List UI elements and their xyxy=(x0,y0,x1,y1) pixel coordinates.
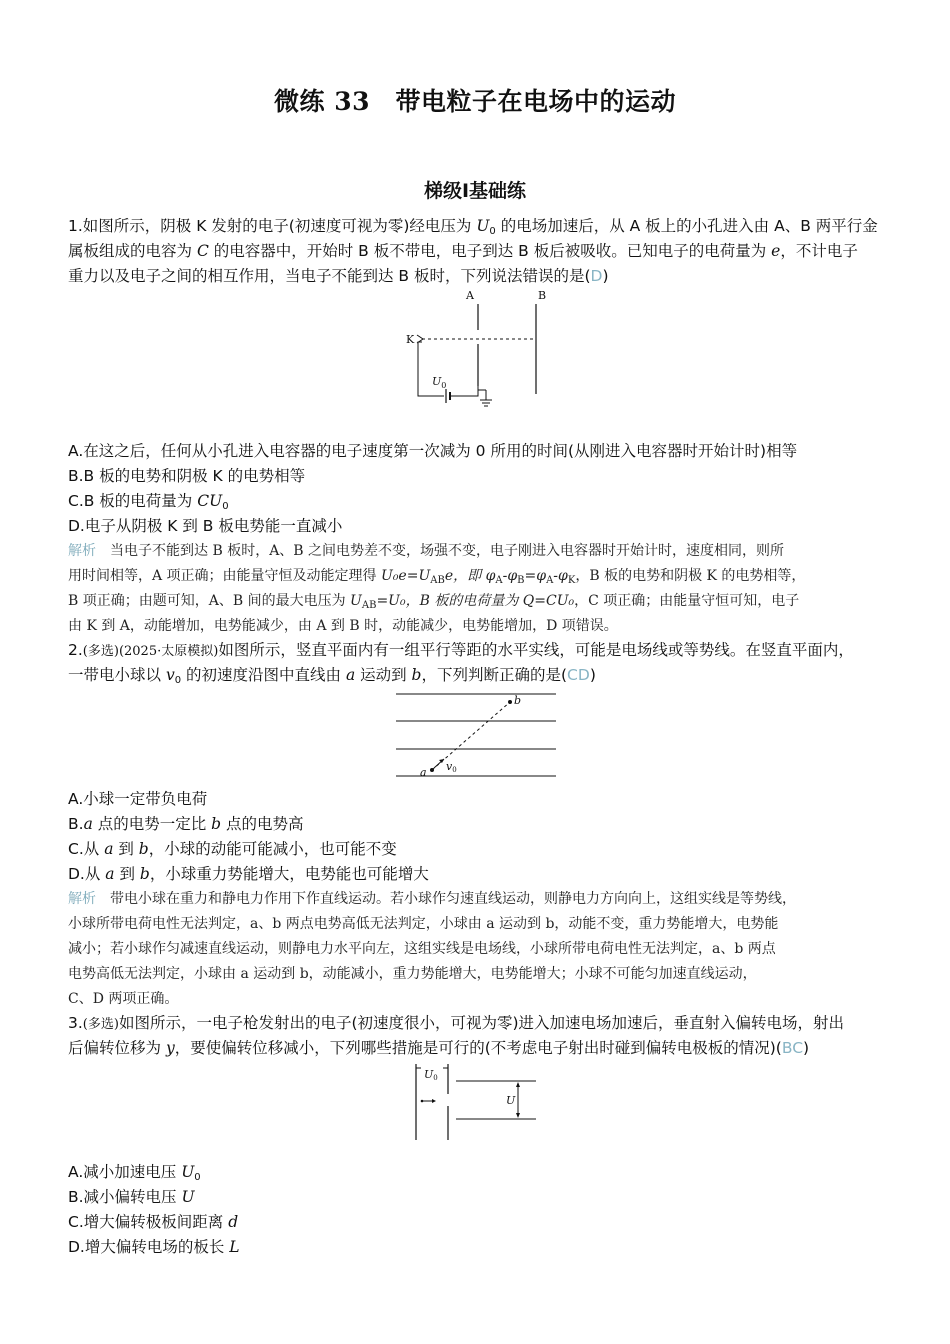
q1-exp-text: B 项正确；由题可知，A、B 间的最大电压为 xyxy=(68,593,351,609)
q3-option-c xyxy=(68,1212,238,1232)
q2-figure xyxy=(394,688,560,784)
q1-option-c-sub: 0 xyxy=(222,501,229,512)
q1-exp-text: 当电子不能到达 B 板时，A、B 之间电势差不变，场强不变，电子刚进入电容器时开始计时，速度相同，则所 xyxy=(96,543,785,559)
q1-exp-formula: =U₀，B 板的电荷量为 xyxy=(376,593,523,609)
q2-text: 2. xyxy=(68,641,83,659)
q3-answer: BC xyxy=(781,1039,804,1057)
q2-explanation-tag: 解析 xyxy=(68,891,96,907)
q3-opt-text: C.增大偏转极板间距离 xyxy=(68,1213,229,1231)
q1-answer: D xyxy=(590,267,603,285)
fig1-label-u0: $U_0$ xyxy=(432,375,447,390)
q2-opt-text: 点的电势一定比 xyxy=(92,815,212,833)
q3-var-y: y xyxy=(165,1039,175,1057)
q1-text: 属板组成的电容为 xyxy=(68,242,197,260)
fig3-arrow-head xyxy=(432,1099,436,1103)
q1-var-c: C xyxy=(196,242,209,260)
q3-opt-var: U xyxy=(181,1188,195,1206)
q3-figure xyxy=(410,1062,540,1144)
q1-figure xyxy=(400,286,560,414)
q1-exp-text: 用时间相等，A 项正确；由能量守恒及动能定理得 xyxy=(68,568,382,584)
q3-opt-text: D.增大偏转电场的板长 xyxy=(68,1238,230,1256)
q1-var-u: U xyxy=(476,217,490,235)
q1-exp-formula: -φ xyxy=(553,568,568,584)
q2-line-2 xyxy=(68,665,596,685)
q1-option-c-var: CU xyxy=(197,492,223,510)
q2-var-v: v xyxy=(165,666,175,684)
q3-text: ) xyxy=(803,1039,810,1057)
section-heading: 梯级Ⅰ基础练 xyxy=(423,180,527,202)
q3-opt-sub: 0 xyxy=(194,1172,201,1183)
q3-option-d xyxy=(68,1237,240,1257)
q3-text: ，要使偏转位移减小，下列哪些措施是可行的(不考虑电子射出时碰到偏转电极板的情况)( xyxy=(174,1039,782,1057)
q1-explanation-tag: 解析 xyxy=(68,543,96,559)
q1-exp-sub: AB xyxy=(430,575,445,586)
q1-line-2 xyxy=(68,241,858,261)
q1-exp-text: ，C 项正确；由能量守恒可知，电子 xyxy=(574,593,800,609)
fig1-label-b: B xyxy=(538,289,547,302)
q1-option-b: B.B 板的电势和阴极 K 的电势相等 xyxy=(68,467,306,485)
q1-exp-formula: Q=CU₀ xyxy=(522,593,575,609)
q1-exp-formula: =φ xyxy=(524,568,547,584)
q3-text: 如图所示，一电子枪发射出的电子(初速度很小，可视为零)进入加速电场加速后，垂直射入偏转电场，射出 xyxy=(118,1014,845,1032)
q2-exp-text: 带电小球在重力和静电力作用下作直线运动。若小球作匀速直线运动，则静电力方向向上，这组实线是等势线， xyxy=(96,891,796,907)
q3-option-a xyxy=(68,1162,201,1182)
q3-opt-text: A.减小加速电压 xyxy=(68,1163,182,1181)
q1-exp-sub: A xyxy=(495,575,503,586)
q2-option-a: A.小球一定带负电荷 xyxy=(68,790,208,808)
q1-explanation-3 xyxy=(68,591,799,611)
fig2-label-v0: v0 xyxy=(446,760,457,774)
q1-line-1 xyxy=(68,216,878,236)
q2-option-d xyxy=(68,864,429,884)
q1-line-3 xyxy=(68,266,609,286)
q1-exp-formula: U xyxy=(350,593,362,609)
fig2-label-a: a xyxy=(420,766,427,779)
q2-line-1 xyxy=(68,640,854,662)
q2-opt-var: b xyxy=(138,840,149,858)
q1-text: 的电容器中，开始时 B 板不带电，电子到达 B 板后被吸收。已知电子的电荷量为 xyxy=(208,242,772,260)
q3-line-1 xyxy=(68,1013,844,1035)
q2-opt-var: a xyxy=(104,840,114,858)
q3-opt-text: B.减小偏转电压 xyxy=(68,1188,182,1206)
q2-explanation-1 xyxy=(68,889,796,909)
q2-text: 一带电小球以 xyxy=(68,666,166,684)
q2-option-b xyxy=(68,814,304,834)
q2-opt-var: b xyxy=(139,865,150,883)
q2-opt-text: ，小球的动能可能减小，也可能不变 xyxy=(148,840,397,858)
q3-text: 后偏转位移为 xyxy=(68,1039,166,1057)
fig3-label-u0: U0 xyxy=(424,1068,438,1082)
q3-opt-var: U xyxy=(181,1163,195,1181)
q2-text: 的初速度沿图中直线由 xyxy=(181,666,346,684)
q1-option-d: D.电子从阴极 K 到 B 板电势能一直减小 xyxy=(68,517,343,535)
q1-text: 重力以及电子之间的相互作用，当电子不能到达 B 板时，下列说法错误的是( xyxy=(68,267,591,285)
q2-sub: 0 xyxy=(174,675,182,686)
q1-option-c xyxy=(68,491,229,511)
fig2-point-a xyxy=(430,768,434,772)
q3-tag: (多选) xyxy=(82,1017,119,1032)
q1-explanation-2 xyxy=(68,566,805,586)
q3-opt-var: d xyxy=(228,1213,239,1231)
q1-explanation-1 xyxy=(68,541,784,561)
q3-option-b xyxy=(68,1187,195,1207)
page-title: 微练 33 带电粒子在电场中的运动 xyxy=(274,87,676,116)
q2-explanation-2: 小球所带电荷电性无法判定，a、b 两点电势高低无法判定，小球由 a 运动到 b，动能不变，重力势能增大，电势能 xyxy=(68,916,779,932)
q1-text: 的电场加速后，从 A 板上的小孔进入由 A、B 两平行金 xyxy=(495,217,878,235)
fig1-label-a: A xyxy=(466,289,474,302)
q1-exp-formula: U₀e=U xyxy=(381,568,431,584)
fig3-u-arrow-top xyxy=(516,1082,520,1087)
q2-opt-var: a xyxy=(105,865,115,883)
q3-text: 3. xyxy=(68,1014,83,1032)
q1-exp-formula: e，即 φ xyxy=(444,568,496,584)
q2-opt-text: B. xyxy=(68,815,84,833)
q2-opt-text: 到 xyxy=(113,840,139,858)
q2-var-b: b xyxy=(411,666,422,684)
q2-explanation-5: C、D 两项正确。 xyxy=(68,991,179,1007)
fig3-label-u: U xyxy=(506,1094,516,1107)
q2-tag: (多选)(2025·太原模拟) xyxy=(82,644,219,659)
fig3-u-arrow-bottom xyxy=(516,1113,520,1118)
q2-opt-text: 点的电势高 xyxy=(221,815,304,833)
q2-text: 如图所示，竖直平面内有一组平行等距的水平实线，可能是电场线或等势线。在竖直平面内， xyxy=(218,641,854,659)
fig2-point-b xyxy=(508,700,512,704)
q2-opt-text: D.从 xyxy=(68,865,106,883)
q1-exp-sub: A xyxy=(546,575,554,586)
q1-exp-formula: -φ xyxy=(502,568,518,584)
fig1-label-k: K xyxy=(406,333,415,346)
q2-answer: CD xyxy=(567,666,590,684)
q1-text: ) xyxy=(602,267,609,285)
q2-text: 运动到 xyxy=(355,666,412,684)
q2-text: ) xyxy=(589,666,596,684)
q1-var-e: e xyxy=(771,242,781,260)
q2-opt-text: ，小球重力势能增大，电势能也可能增大 xyxy=(149,865,429,883)
q2-explanation-3: 减小；若小球作匀减速直线运动，则静电力水平向左，这组实线是电场线，小球所带电荷电性无法判定，a、b 两点 xyxy=(68,941,776,957)
q1-text: ，不计电子 xyxy=(780,242,858,260)
q1-exp-sub: AB xyxy=(361,600,377,611)
q1-exp-text: ，B 板的电势和阴极 K 的电势相等， xyxy=(575,568,806,584)
q1-option-a: A.在这之后，任何从小孔进入电容器的电子速度第一次减为 0 所用的时间(从刚进入电容器时开始计时)相等 xyxy=(68,442,798,460)
q2-opt-var: a xyxy=(83,815,93,833)
q2-opt-var: b xyxy=(211,815,222,833)
q1-option-c-text: C.B 板的电荷量为 xyxy=(68,492,198,510)
q2-opt-text: 到 xyxy=(114,865,140,883)
q2-var-a: a xyxy=(345,666,356,684)
q2-option-c xyxy=(68,839,397,859)
fig1-wire-right xyxy=(450,386,478,396)
q1-exp-sub: B xyxy=(517,575,525,586)
q1-explanation-4: 由 K 到 A，动能增加，电势能减少，由 A 到 B 时，动能减少，电势能增加，D 项错误。 xyxy=(68,618,618,634)
q1-text: 1.如图所示，阴极 K 发射的电子(初速度可视为零)经电压为 xyxy=(68,217,477,235)
q2-text: ，下列判断正确的是( xyxy=(421,666,568,684)
q3-line-2 xyxy=(68,1038,809,1058)
q2-explanation-4: 电势高低无法判定，小球由 a 运动到 b，动能减小，重力势能增大，电势能增大；小球不可能匀加速直线运动， xyxy=(68,966,757,982)
q1-sub: 0 xyxy=(489,226,496,237)
fig2-label-b: b xyxy=(514,694,522,707)
q1-exp-sub: K xyxy=(567,575,576,586)
q3-opt-var: L xyxy=(229,1238,240,1256)
q2-opt-text: C.从 xyxy=(68,840,105,858)
